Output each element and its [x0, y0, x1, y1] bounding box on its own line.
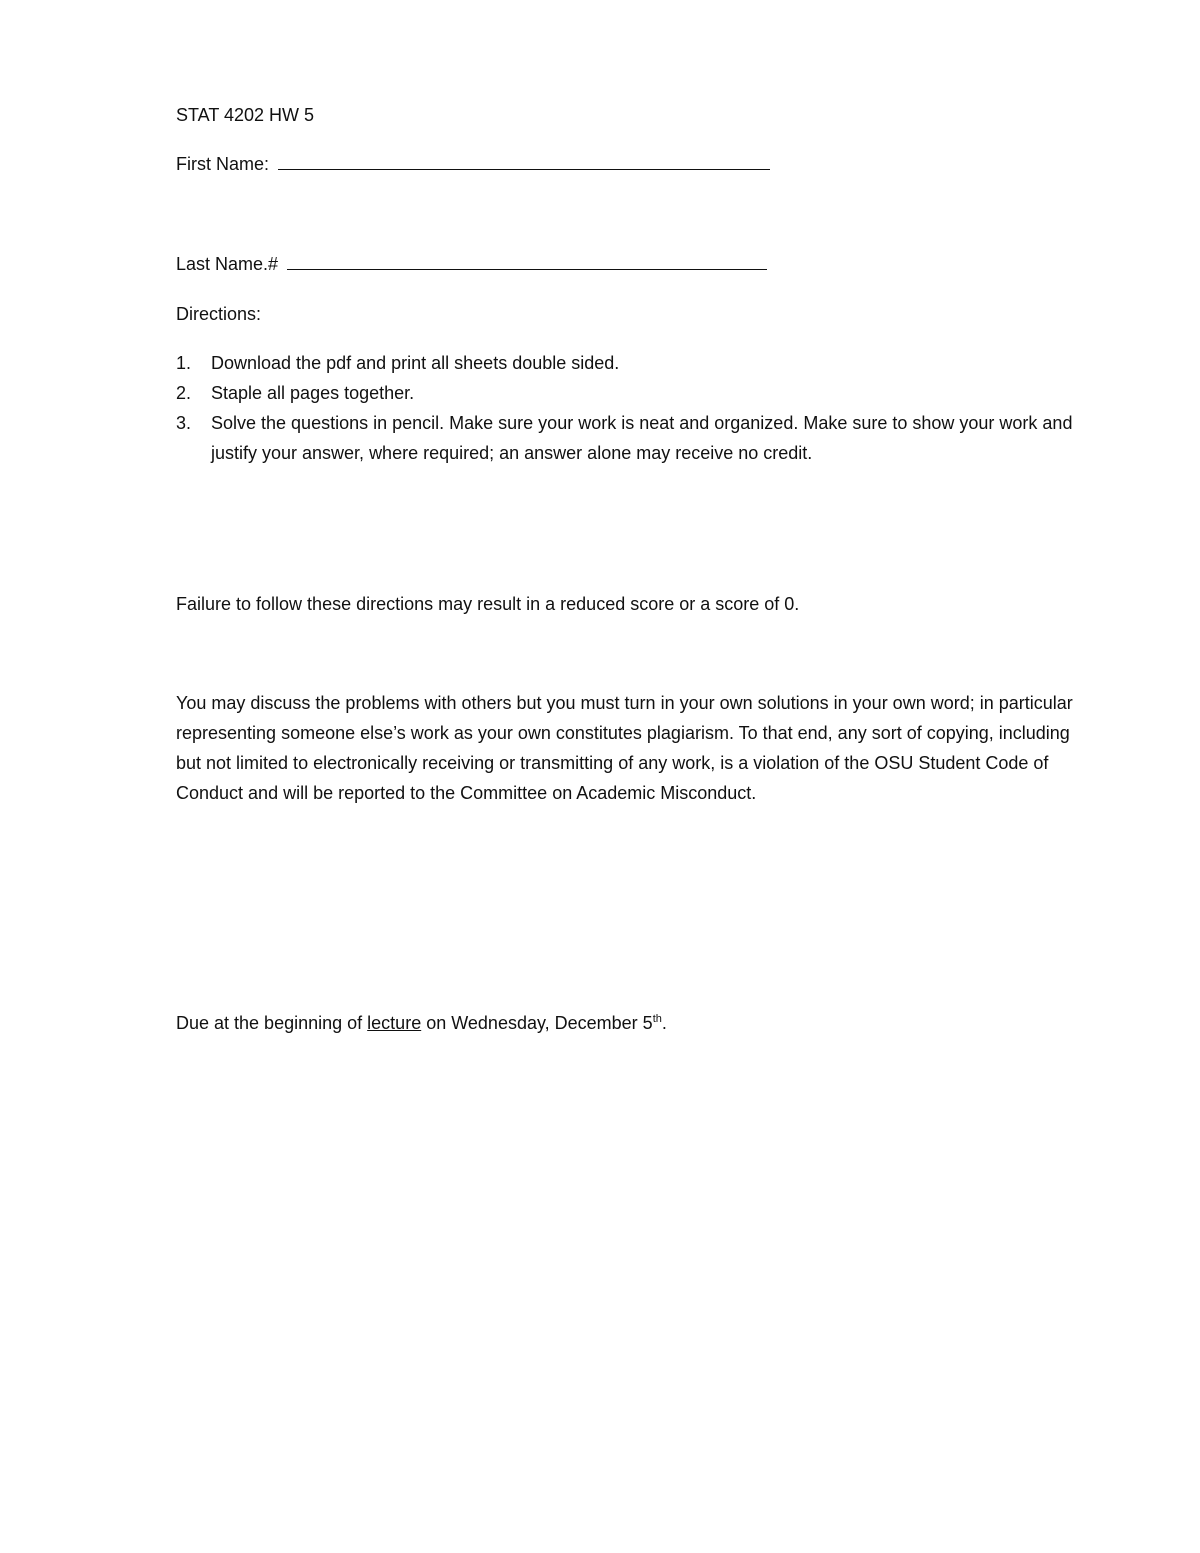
- due-prefix: Due at the beginning of: [176, 1013, 363, 1033]
- due-middle: on Wednesday, December 5: [426, 1013, 653, 1033]
- due-date-line: [176, 1011, 667, 1035]
- integrity-paragraph: You may discuss the problems with others but you must turn in your own solutions in your own word; in particular representing someone else’s work as your own constitutes plagiarism. To that end, any sort of copying, including but not limited to electronically receiving or transmitting of any work, is a violation of the OSU Student Code of Conduct and will be reported to the Committee on Academic Misconduct.: [176, 693, 1073, 803]
- list-item: [176, 378, 1096, 408]
- list-item: [176, 348, 1096, 378]
- directions-heading: Directions:: [176, 304, 262, 324]
- list-number: 2.: [176, 383, 192, 403]
- list-text: Solve the questions in pencil. Make sure your work is neat and organized. Make sure to show your work and justify your answer, where required; an answer alone may receive no credit.: [211, 413, 1073, 463]
- first-name-field[interactable]: [278, 153, 770, 170]
- lecture-link[interactable]: lecture: [367, 1013, 422, 1033]
- last-name-label: Last Name.#: [176, 254, 279, 274]
- due-suffix: .: [661, 1013, 667, 1033]
- first-name-label: First Name:: [176, 154, 270, 174]
- due-superscript: th: [652, 1013, 662, 1025]
- page-title: STAT 4202 HW 5: [176, 105, 315, 125]
- warning-text: Failure to follow these directions may result in a reduced score or a score of 0.: [176, 594, 800, 614]
- list-number: 3.: [176, 413, 192, 433]
- first-name-row: [176, 152, 770, 176]
- list-item: [176, 408, 1096, 468]
- list-text: Download the pdf and print all sheets double sided.: [211, 353, 620, 373]
- list-text: Staple all pages together.: [211, 383, 415, 403]
- last-name-row: [176, 252, 767, 276]
- list-number: 1.: [176, 353, 192, 373]
- last-name-field[interactable]: [287, 253, 767, 270]
